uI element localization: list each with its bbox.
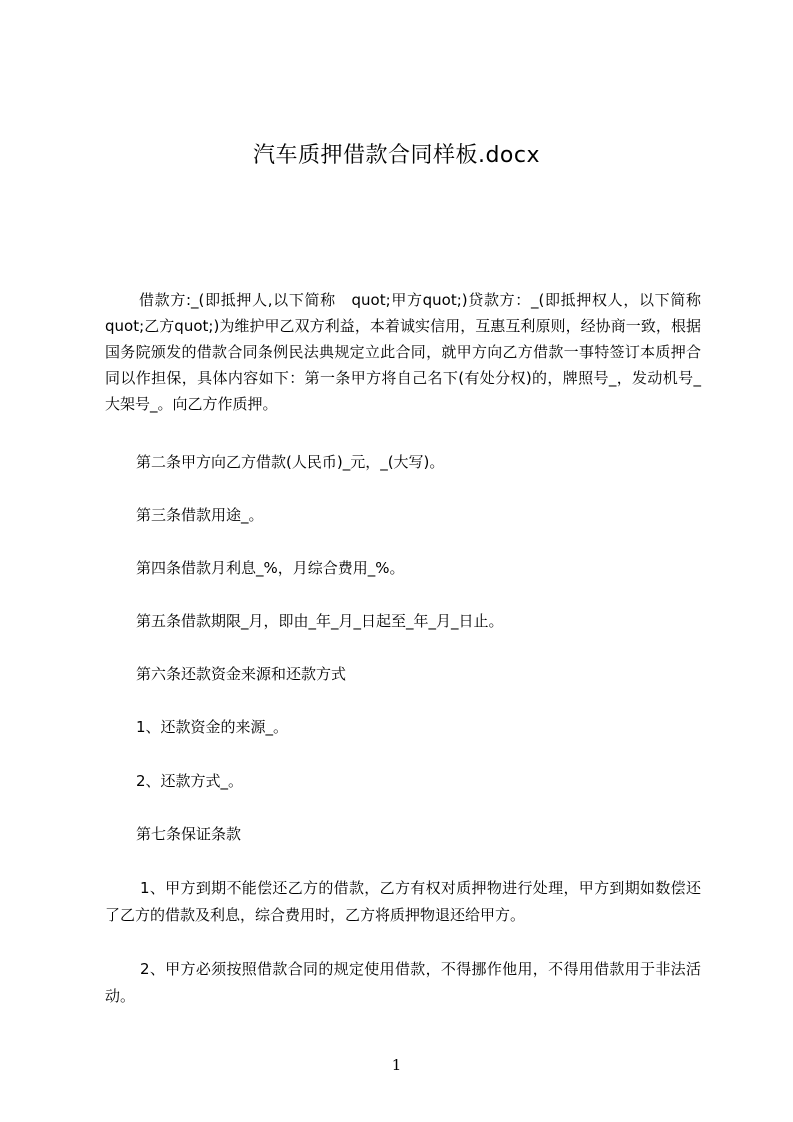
article-4: 第四条借款月利息_%，月综合费用_%。 <box>136 559 405 577</box>
article-2: 第二条甲方向乙方借款(人民币)_元，_(大写)。 <box>136 453 445 471</box>
article-7: 第七条保证条款 <box>136 825 242 843</box>
article-6-item-2: 2、还款方式_。 <box>136 772 244 790</box>
article-5: 第五条借款期限_月，即由_年_月_日起至_年_月_日止。 <box>136 612 504 630</box>
article-3: 第三条借款用途_。 <box>136 506 264 524</box>
paragraph-preamble: 借款方:_(即抵押人,以下简称 quot;甲方quot;)贷款方：_(即抵押权人，以下简称quot;乙方quot;)为维护甲乙双方利益，本着诚实信用，互惠互利原则，经协商一致，根据国务院颁发的借款合同条例民法典规定立此合同，就甲方向乙方借款一事特签订本质押合同以作担保，具体内容如下：第一条甲方将自己名下(有处分权)的，牌照号_，发动机号_大架号_。向乙方作质押。 <box>105 291 701 413</box>
article-6: 第六条还款资金来源和还款方式 <box>136 665 347 683</box>
document-title: 汽车质押借款合同样板.docx <box>252 143 541 168</box>
page-number: 1 <box>391 1056 402 1074</box>
article-7-item-2: 2、甲方必须按照借款合同的规定使用借款，不得挪作他用，不得用借款用于非法活动。 <box>105 960 701 1005</box>
article-6-item-1: 1、还款资金的来源_。 <box>136 718 289 736</box>
article-7-item-1: 1、甲方到期不能偿还乙方的借款，乙方有权对质押物进行处理，甲方到期如数偿还了乙方的借款及利息，综合费用时，乙方将质押物退还给甲方。 <box>105 879 701 924</box>
